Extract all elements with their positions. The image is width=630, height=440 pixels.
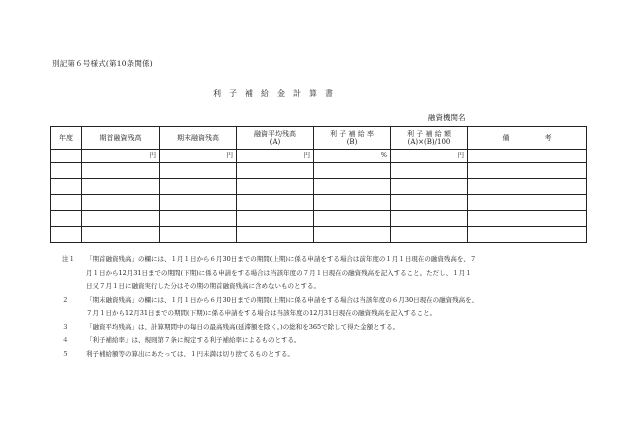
- unit-cell-subsidy-rate: %: [314, 150, 391, 163]
- note-item: [62, 294, 592, 321]
- table-cell: [51, 163, 82, 179]
- table-cell: [160, 195, 237, 211]
- table-cell: [51, 227, 82, 243]
- header-remarks: 備 考: [468, 127, 587, 150]
- note-text-line: 「期末融資残高」の欄には、１月１日から６月30日までの期間(上期)に係る申請をする場合は当該年度の６月30日現在の融資残高を、: [86, 295, 479, 304]
- form-number-label: 別記第６号様式(第10条関係): [52, 59, 153, 68]
- header-opening-balance: 期首融資残高: [82, 127, 160, 150]
- table-cell: [82, 195, 160, 211]
- table-cell: [391, 179, 468, 195]
- note-text-line: 日又７月１日に融資実行した分はその期の期首融資残高に含めないものとする。: [86, 282, 320, 290]
- table-row: [51, 227, 587, 243]
- note-number: ４: [62, 336, 69, 344]
- note-number: ３: [62, 322, 69, 331]
- note-item: [62, 321, 592, 335]
- table-cell: [314, 227, 391, 243]
- notes-section: [62, 253, 592, 361]
- table-cell: [468, 163, 587, 179]
- table-cell: [237, 179, 314, 195]
- table-cell: [314, 195, 391, 211]
- table-row: [51, 179, 587, 195]
- header-subsidy-amount: 利 子 補 給 額 (A)×(B)/100: [391, 127, 468, 150]
- header-subsidy-rate: 利 子 補 給 率 (B): [314, 127, 391, 150]
- unit-cell-remarks: [468, 150, 587, 163]
- unit-cell-subsidy-amount: 円: [391, 150, 468, 163]
- table-cell: [82, 227, 160, 243]
- note-item: [62, 253, 592, 294]
- note-text-line: 利子補給額等の算出にあたっては、１円未満は切り捨てるものとする。: [86, 349, 294, 358]
- note-text-line: 「期首融資残高」の欄には、１月１日から６月30日までの期間(上期)に係る申請をする場合は前年度の１月１日現在の融資残高を、７: [86, 255, 477, 263]
- table-cell: [314, 211, 391, 227]
- unit-cell-average-balance: 円: [237, 150, 314, 163]
- note-text-line: 「利子補給率」は、規則第７条に規定する利子補給率によるものとする。: [86, 336, 301, 344]
- unit-row: [51, 150, 587, 163]
- table-cell: [82, 179, 160, 195]
- table-cell: [160, 179, 237, 195]
- table-cell: [51, 195, 82, 211]
- note-text-line: 「融資平均残高」は、計算期間中の毎日の最高残高(延滞額を除く。)の総和を365で除して得た金額とする。: [86, 322, 400, 331]
- note-number: 注１: [62, 255, 75, 263]
- table-cell: [237, 195, 314, 211]
- interest-subsidy-table: [50, 126, 587, 243]
- table-cell: [468, 179, 587, 195]
- table-cell: [468, 195, 587, 211]
- table-cell: [51, 179, 82, 195]
- table-cell: [314, 179, 391, 195]
- table-cell: [391, 163, 468, 179]
- table-cell: [160, 211, 237, 227]
- header-average-balance: 融資平均残高 (A): [237, 127, 314, 150]
- note-text-line: 月１日から12月31日までの期間(下期)に係る申請をする場合は当該年度の７月１日現在の融資残高を記入すること。ただし、１月１: [86, 268, 472, 277]
- table-cell: [237, 163, 314, 179]
- note-number: ５: [62, 349, 69, 358]
- table-row: [51, 195, 587, 211]
- table-cell: [391, 211, 468, 227]
- document-title: 利 子 補 給 金 計 算 書: [213, 89, 333, 98]
- table-row: [51, 211, 587, 227]
- table-cell: [237, 227, 314, 243]
- unit-cell-fiscal-year: [51, 150, 82, 163]
- table-cell: [82, 163, 160, 179]
- table-cell: [82, 211, 160, 227]
- table-cell: [391, 195, 468, 211]
- header-row: [51, 127, 587, 150]
- table-cell: [160, 163, 237, 179]
- institution-name-label: 融資機関名: [428, 113, 466, 122]
- table-row: [51, 163, 587, 179]
- header-fiscal-year: 年度: [51, 127, 82, 150]
- note-text-line: ７月１日から12月31日までの期間(下期)に係る申請をする場合は当該年度の12月31日現在の融資残高を記入すること。: [86, 309, 437, 317]
- table-cell: [314, 163, 391, 179]
- table-cell: [160, 227, 237, 243]
- table-cell: [237, 211, 314, 227]
- note-item: [62, 334, 592, 348]
- table-cell: [468, 211, 587, 227]
- unit-cell-closing-balance: 円: [160, 150, 237, 163]
- table-cell: [468, 227, 587, 243]
- unit-cell-opening-balance: 円: [82, 150, 160, 163]
- table-cell: [51, 211, 82, 227]
- note-number: ２: [62, 295, 69, 304]
- table-cell: [391, 227, 468, 243]
- header-closing-balance: 期末融資残高: [160, 127, 237, 150]
- note-item: [62, 348, 592, 362]
